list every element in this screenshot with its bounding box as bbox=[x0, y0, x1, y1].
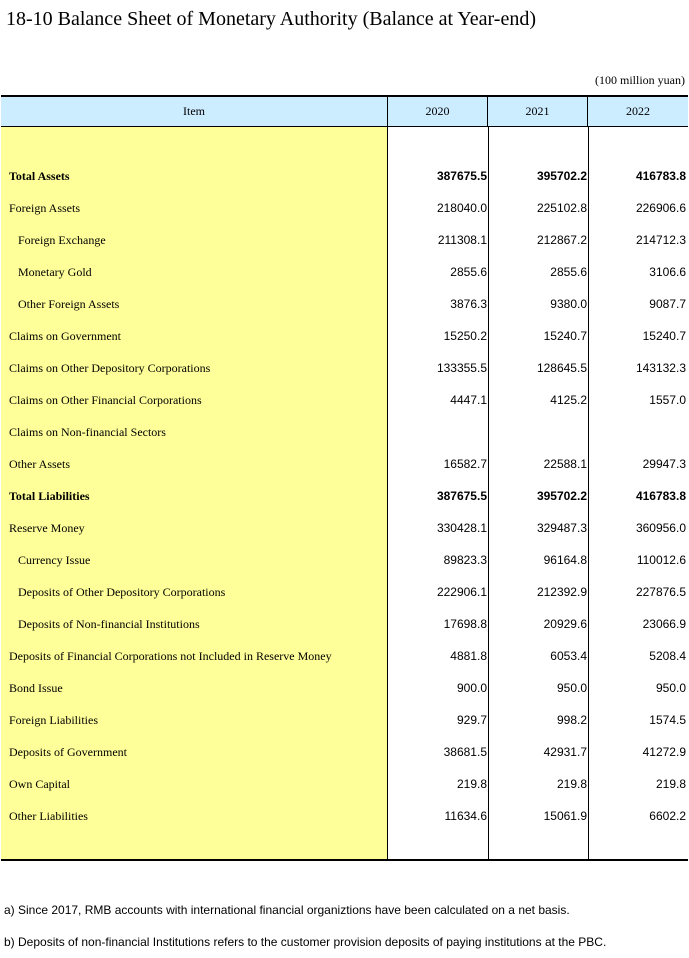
header-year-2021: 2021 bbox=[488, 97, 588, 126]
value-2020: 387675.5 bbox=[436, 489, 487, 503]
row-label: Claims on Non-financial Sectors bbox=[9, 425, 166, 439]
table-row bbox=[1, 256, 688, 288]
header-year-2020: 2020 bbox=[388, 97, 488, 126]
row-label: Claims on Other Financial Corporations bbox=[9, 393, 202, 407]
table-body bbox=[1, 160, 688, 832]
table-row bbox=[1, 480, 688, 512]
table-row bbox=[1, 608, 688, 640]
value-2020: 900.0 bbox=[456, 681, 487, 695]
value-2021: 128645.5 bbox=[536, 361, 587, 375]
table-row bbox=[1, 544, 688, 576]
table-row bbox=[1, 768, 688, 800]
value-2022: 950.0 bbox=[655, 681, 686, 695]
row-label: Currency Issue bbox=[18, 553, 91, 567]
value-2021: 998.2 bbox=[556, 713, 587, 727]
row-label: Bond Issue bbox=[9, 681, 63, 695]
balance-sheet-table bbox=[1, 95, 688, 861]
table-row bbox=[1, 352, 688, 384]
value-2020: 929.7 bbox=[456, 713, 487, 727]
value-2022: 214712.3 bbox=[635, 233, 686, 247]
row-label: Monetary Gold bbox=[18, 265, 92, 279]
value-2021: 20929.6 bbox=[543, 617, 587, 631]
value-2021: 6053.4 bbox=[550, 649, 587, 663]
row-label: Foreign Exchange bbox=[18, 233, 106, 247]
table-row bbox=[1, 160, 688, 192]
table-row bbox=[1, 672, 688, 704]
table-header bbox=[1, 97, 688, 127]
value-2021: 15061.9 bbox=[543, 809, 587, 823]
value-2021: 950.0 bbox=[556, 681, 587, 695]
row-label: Reserve Money bbox=[9, 521, 85, 535]
value-2022: 9087.7 bbox=[649, 297, 686, 311]
value-2022: 29947.3 bbox=[642, 457, 686, 471]
unit-label: (100 million yuan) bbox=[595, 73, 685, 87]
value-2020: 211308.1 bbox=[437, 233, 487, 247]
row-label: Claims on Other Depository Corporations bbox=[9, 361, 211, 375]
value-2021: 225102.8 bbox=[536, 201, 587, 215]
footnote-a: a) Since 2017, RMB accounts with international financial organiztions have been calculated on a net basis. bbox=[4, 903, 570, 917]
value-2021: 212392.9 bbox=[536, 585, 587, 599]
value-2022: 5208.4 bbox=[649, 649, 686, 663]
row-label: Deposits of Non-financial Institutions bbox=[18, 617, 200, 631]
value-2021: 219.8 bbox=[556, 777, 587, 791]
value-2022: 23066.9 bbox=[642, 617, 686, 631]
value-2020: 89823.3 bbox=[443, 553, 487, 567]
value-2021: 4125.2 bbox=[550, 393, 587, 407]
value-2020: 133355.5 bbox=[436, 361, 487, 375]
value-2020: 219.8 bbox=[456, 777, 487, 791]
row-label: Deposits of Other Depository Corporations bbox=[18, 585, 226, 599]
value-2022: 41272.9 bbox=[642, 745, 686, 759]
value-2022: 227876.5 bbox=[635, 585, 686, 599]
value-2020: 16582.7 bbox=[443, 457, 487, 471]
value-2020: 387675.5 bbox=[436, 169, 487, 183]
row-label: Own Capital bbox=[9, 777, 70, 791]
value-2021: 2855.6 bbox=[550, 265, 587, 279]
row-label: Other Foreign Assets bbox=[18, 297, 120, 311]
row-label: Deposits of Financial Corporations not Included in Reserve Money bbox=[9, 649, 332, 663]
table-row bbox=[1, 640, 688, 672]
value-2020: 15250.2 bbox=[443, 329, 487, 343]
value-2020: 330428.1 bbox=[436, 521, 487, 535]
table-row bbox=[1, 736, 688, 768]
row-label: Foreign Liabilities bbox=[9, 713, 98, 727]
table-row bbox=[1, 224, 688, 256]
value-2021: 212867.2 bbox=[536, 233, 587, 247]
value-2022: 360956.0 bbox=[635, 521, 686, 535]
table-row bbox=[1, 448, 688, 480]
row-label: Claims on Government bbox=[9, 329, 121, 343]
footnote-b: b) Deposits of non-financial Institutions refers to the customer provision deposits of paying institutions at the PBC. bbox=[4, 935, 607, 949]
table-row bbox=[1, 192, 688, 224]
row-label: Deposits of Government bbox=[9, 745, 127, 759]
value-2020: 17698.8 bbox=[443, 617, 487, 631]
value-2021: 15240.7 bbox=[543, 329, 587, 343]
value-2021: 22588.1 bbox=[543, 457, 587, 471]
value-2022: 3106.6 bbox=[649, 265, 686, 279]
value-2020: 4447.1 bbox=[450, 393, 487, 407]
page-title: 18-10 Balance Sheet of Monetary Authority (Balance at Year-end) bbox=[6, 8, 536, 30]
table-row bbox=[1, 800, 688, 832]
row-label: Total Assets bbox=[9, 169, 70, 183]
value-2020: 3876.3 bbox=[450, 297, 487, 311]
row-label: Other Assets bbox=[9, 457, 70, 471]
value-2022: 219.8 bbox=[655, 777, 686, 791]
value-2022: 1574.5 bbox=[649, 713, 686, 727]
value-2020: 222906.1 bbox=[436, 585, 487, 599]
header-item: Item bbox=[1, 97, 388, 126]
value-2020: 11634.6 bbox=[444, 809, 487, 823]
table-row bbox=[1, 288, 688, 320]
row-label: Other Liabilities bbox=[9, 809, 88, 823]
table-row bbox=[1, 320, 688, 352]
value-2022: 110012.6 bbox=[636, 553, 686, 567]
value-2021: 96164.8 bbox=[543, 553, 587, 567]
value-2021: 395702.2 bbox=[536, 489, 587, 503]
table-row bbox=[1, 384, 688, 416]
value-2020: 2855.6 bbox=[450, 265, 487, 279]
value-2021: 42931.7 bbox=[543, 745, 587, 759]
header-year-2022: 2022 bbox=[626, 104, 650, 118]
row-label: Total Liabilities bbox=[9, 489, 90, 503]
value-2020: 218040.0 bbox=[436, 201, 487, 215]
value-2022: 416783.8 bbox=[635, 169, 686, 183]
value-2021: 9380.0 bbox=[550, 297, 587, 311]
value-2020: 38681.5 bbox=[443, 745, 487, 759]
table-row bbox=[1, 416, 688, 448]
value-2022: 6602.2 bbox=[649, 809, 686, 823]
value-2020: 4881.8 bbox=[450, 649, 487, 663]
value-2022: 143132.3 bbox=[635, 361, 686, 375]
value-2022: 1557.0 bbox=[649, 393, 686, 407]
value-2021: 329487.3 bbox=[536, 521, 587, 535]
row-label: Foreign Assets bbox=[9, 201, 81, 215]
table-row bbox=[1, 576, 688, 608]
value-2022: 15240.7 bbox=[642, 329, 686, 343]
table-row bbox=[1, 512, 688, 544]
table-row bbox=[1, 704, 688, 736]
value-2021: 395702.2 bbox=[536, 169, 587, 183]
value-2022: 226906.6 bbox=[635, 201, 686, 215]
value-2022: 416783.8 bbox=[635, 489, 686, 503]
